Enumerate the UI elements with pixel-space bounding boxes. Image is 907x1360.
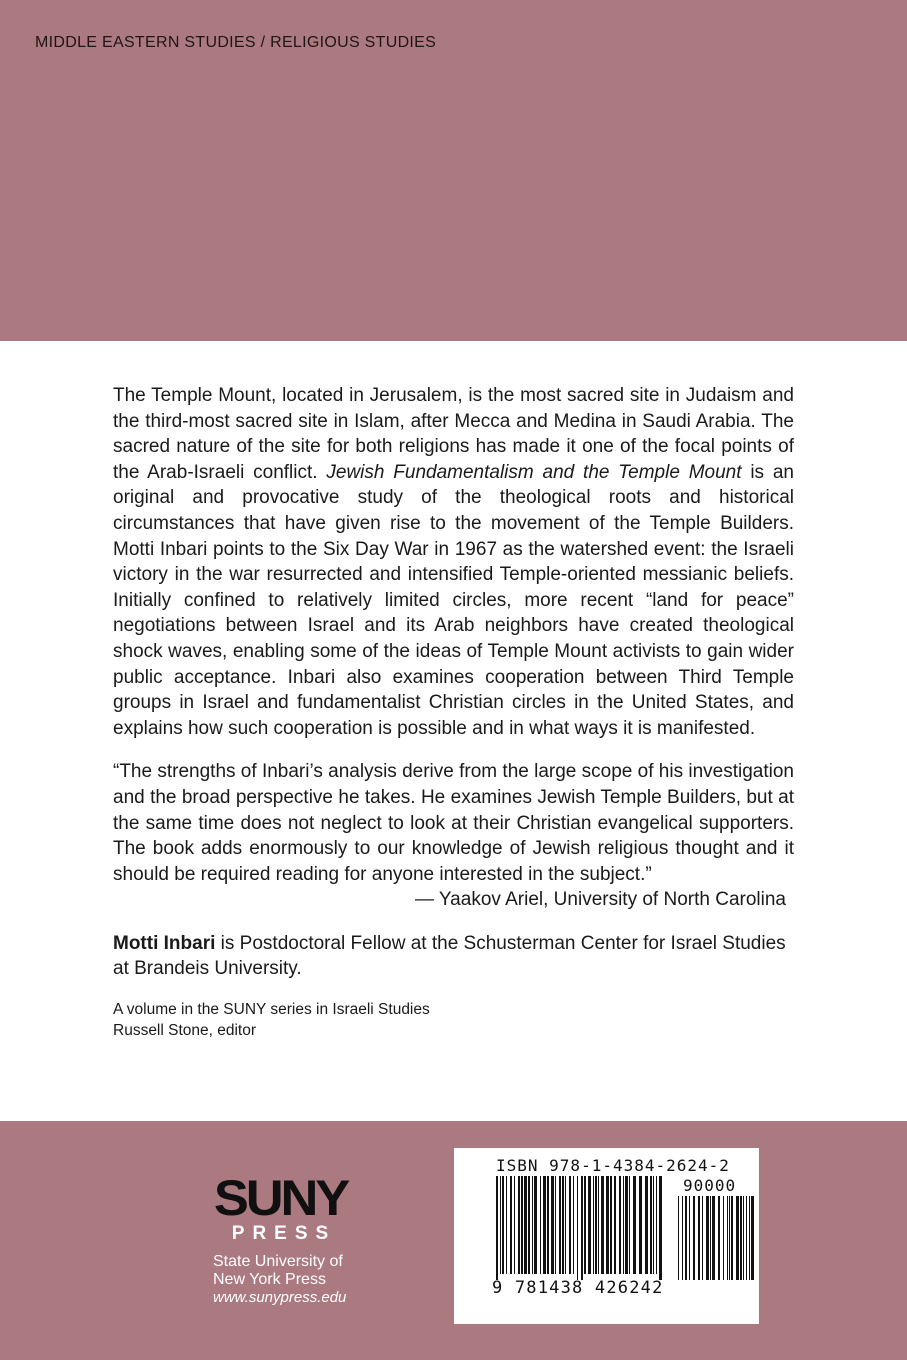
barcode-bar: [601, 1176, 604, 1274]
barcode-bar: [565, 1176, 566, 1274]
endorsement-attribution: — Yaakov Ariel, University of North Carolina: [414, 889, 786, 911]
price-addon-code: 90000: [683, 1176, 737, 1195]
addon-bar: [693, 1196, 695, 1280]
barcode-bar: [547, 1176, 549, 1274]
barcode-bar: [614, 1176, 616, 1274]
category-label: MIDDLE EASTERN STUDIES / RELIGIOUS STUDIES: [35, 34, 437, 51]
barcode-bar: [521, 1176, 523, 1274]
barcode-bar: [623, 1176, 624, 1274]
series-line: A volume in the SUNY series in Israeli Studies: [113, 1001, 430, 1019]
addon-bar: [710, 1196, 711, 1280]
barcode-bar: [551, 1176, 554, 1274]
barcode-bar: [577, 1176, 578, 1280]
addon-bar: [729, 1196, 730, 1280]
barcode-bar: [606, 1176, 609, 1274]
addon-bar: [678, 1196, 679, 1280]
addon-bar: [749, 1196, 750, 1280]
addon-bar: [727, 1196, 728, 1280]
barcode-bar: [619, 1176, 621, 1274]
barcode-bar: [598, 1176, 599, 1274]
addon-bar: [736, 1196, 739, 1280]
barcode-bar: [562, 1176, 564, 1274]
barcode-bar: [653, 1176, 654, 1274]
barcode-bar: [518, 1176, 520, 1274]
barcode-bar: [656, 1176, 657, 1274]
logo-press-text: PRESS: [231, 1223, 337, 1244]
barcode-bar: [540, 1176, 541, 1274]
barcode-bar: [610, 1176, 612, 1274]
barcode-box: [454, 1148, 759, 1324]
addon-bar: [751, 1196, 754, 1280]
publisher-block: [205, 1170, 365, 1307]
description-part-1: The Temple Mount, located in Jerusalem, is the most sacred site in Judaism and the third-most sacred site in Islam, after Mecca and Medina in Saudi Arabia. The sacred nature of the site for both religions has made it one of the focal points of the Arab-Israeli conflict.: [113, 385, 794, 483]
barcode-bar: [506, 1176, 507, 1274]
barcode-bar: [595, 1176, 597, 1274]
author-name: Motti Inbari: [113, 932, 216, 954]
addon-bar: [718, 1196, 720, 1280]
addon-bar: [740, 1196, 742, 1280]
barcode-bar: [584, 1176, 586, 1274]
barcode-bar: [510, 1176, 512, 1274]
publisher-name-line-2: New York Press: [213, 1271, 326, 1288]
addon-bar: [689, 1196, 690, 1280]
barcode-bar: [559, 1176, 561, 1274]
addon-bar: [743, 1196, 744, 1280]
series-editor: Russell Stone, editor: [113, 1021, 257, 1039]
publisher-name-line-1: State University of: [213, 1253, 343, 1270]
author-bio-text: is Postdoctoral Fellow at the Schusterman Center for Israel Studies at Brandeis University.: [113, 932, 786, 980]
addon-bar: [723, 1196, 724, 1280]
barcode-bar: [569, 1176, 571, 1274]
barcode-bar: [593, 1176, 594, 1274]
barcode-icon: [494, 1176, 754, 1280]
barcode-bar: [555, 1176, 556, 1274]
barcode-bar: [650, 1176, 652, 1274]
logo-suny-text: SUNY: [213, 1170, 347, 1226]
barcode-bar: [633, 1176, 636, 1274]
addon-bar: [685, 1196, 687, 1280]
addon-bar: [702, 1196, 703, 1280]
barcode-bar: [629, 1176, 630, 1274]
barcode-bar: [528, 1176, 530, 1274]
isbn-label: ISBN 978-1-4384-2624-2: [496, 1156, 730, 1175]
back-cover-text: [113, 383, 794, 1041]
book-description: [113, 383, 794, 741]
barcode-bar: [625, 1176, 628, 1274]
barcode-bar: [502, 1176, 504, 1274]
barcode-bar: [645, 1176, 648, 1274]
barcode-bar: [524, 1176, 527, 1274]
endorsement-quote: “The strengths of Inbari’s analysis derive from the large scope of his investigation and the broad perspective he takes. He examines Jewish Temple Builders, but at the same time does not neglect to look at their Christian evangelical supporters. The book adds enormously to our knowledge of Jewish religious thought and it should be required reading for anyone interested in the subject.”: [113, 761, 794, 885]
barcode-bar: [581, 1176, 583, 1280]
publisher-url: www.sunypress.edu: [213, 1289, 347, 1306]
series-info: [113, 1000, 794, 1041]
barcode-bar: [500, 1176, 501, 1274]
barcode-bar: [532, 1176, 533, 1274]
barcode-bar: [573, 1176, 574, 1274]
author-bio: [113, 931, 794, 982]
barcode-bar: [588, 1176, 591, 1274]
barcode-bar: [496, 1176, 498, 1280]
barcode-bar: [534, 1176, 537, 1274]
barcode-bar: [639, 1176, 642, 1274]
suny-press-logo: [205, 1170, 355, 1245]
addon-bar: [698, 1196, 700, 1280]
addon-bar: [731, 1196, 733, 1280]
book-title-italic: Jewish Fundamentalism and the Temple Mount: [326, 461, 742, 483]
description-part-2: is an original and provocative study of the theological roots and historical circumstances that have given rise to the movement of the Temple Builders. Motti Inbari points to the Six Day War in 1967 as the watershed event: the Israeli victory in the war resurrected and intensified Temple-oriented messianic beliefs. Initially confined to relatively limited circles, more recent “land for peace” negotiations between Israel and its Arab neighbors have created theological shock waves, enabling some of the ideas of Temple Mount activists to gain wider public acceptance. Inbari also examines cooperation between Third Temple groups in Israel and fundamentalist Christian circles in the United States, and explains how such cooperation is possible and in what ways it is manifested.: [113, 461, 795, 739]
addon-bar: [706, 1196, 709, 1280]
barcode-bar: [543, 1176, 546, 1274]
addon-bar: [682, 1196, 683, 1280]
addon-bar: [712, 1196, 715, 1280]
addon-bar: [746, 1196, 747, 1280]
barcode-bar: [659, 1176, 662, 1280]
top-color-band: [0, 0, 907, 341]
barcode-bar: [514, 1176, 515, 1274]
publisher-info: [213, 1253, 365, 1307]
ean-digits: 9 781438 426242: [492, 1278, 664, 1298]
